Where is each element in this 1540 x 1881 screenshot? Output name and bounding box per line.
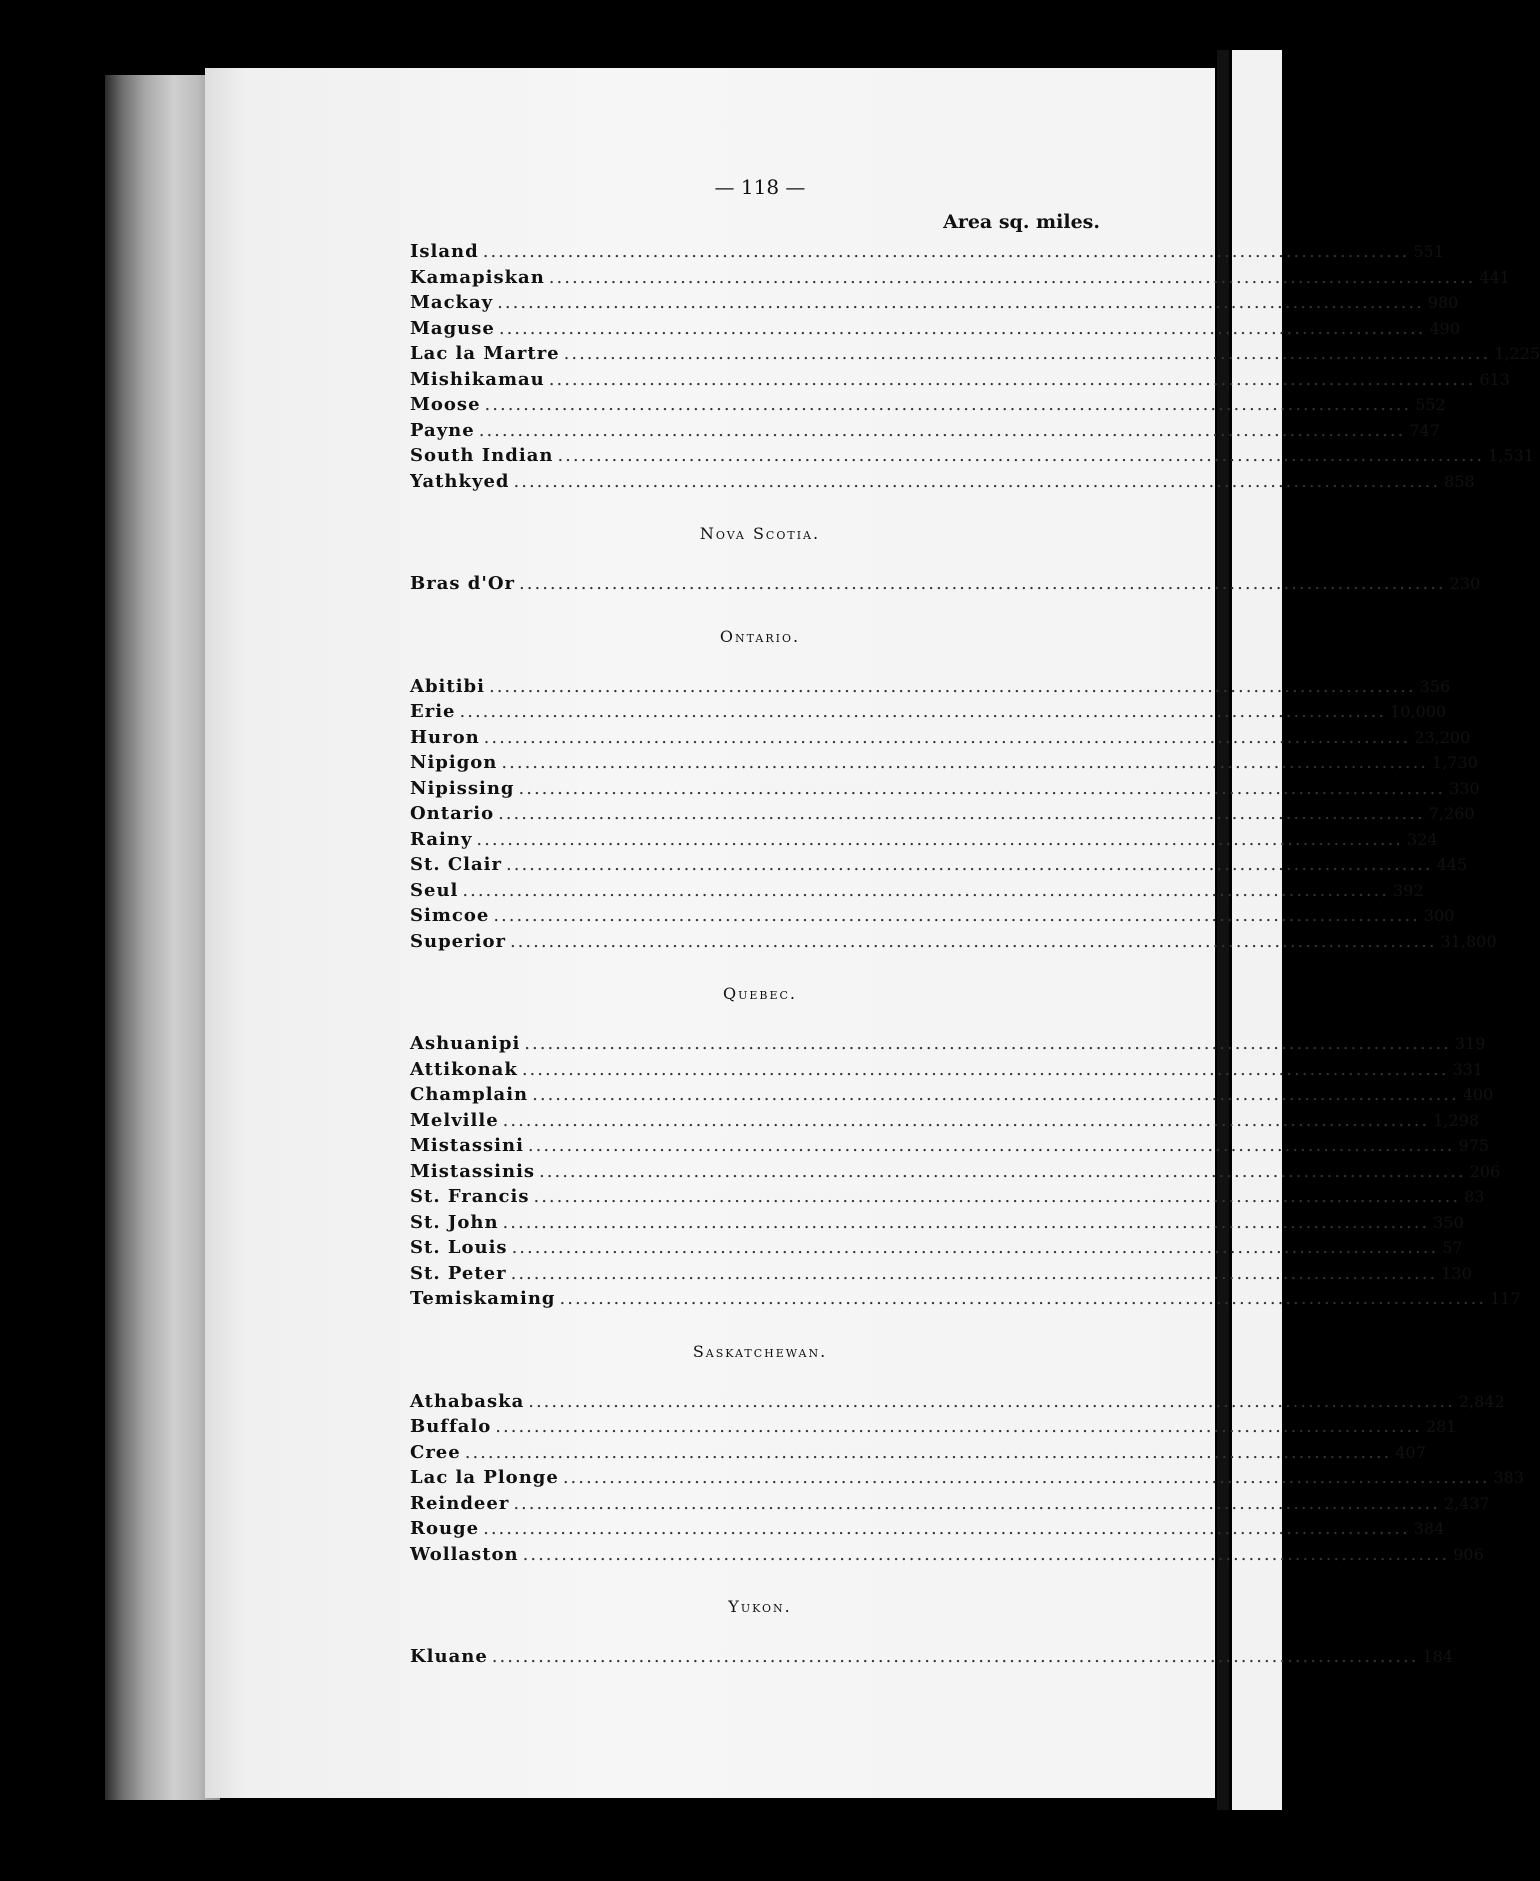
lake-name: Bras d'Or bbox=[410, 573, 516, 594]
lake-area: 31,800 bbox=[1440, 931, 1497, 951]
lake-area: 7,260 bbox=[1428, 804, 1475, 823]
lake-area: 130 bbox=[1441, 1263, 1472, 1283]
lake-name: St. John bbox=[410, 1211, 499, 1233]
lake-name: Athabaska bbox=[410, 1390, 525, 1412]
lake-area: 441 bbox=[1479, 267, 1510, 287]
dot-leader: ........................................................................................................................ bbox=[464, 1441, 1392, 1463]
lake-area: 281 bbox=[1425, 1417, 1457, 1436]
lake-name: Buffalo bbox=[410, 1416, 492, 1437]
table-row bbox=[410, 470, 1475, 497]
dot-leader: ........................................................................................................................ bbox=[459, 701, 1387, 722]
lake-area: 330 bbox=[1449, 778, 1480, 798]
table-row bbox=[410, 1390, 1505, 1417]
lake-area: 407 bbox=[1395, 1442, 1426, 1462]
lake-name: Kamapiskan bbox=[410, 266, 545, 288]
lake-name: Ashuanipi bbox=[410, 1033, 521, 1054]
lake-table bbox=[410, 241, 1540, 1672]
section bbox=[410, 984, 1521, 1314]
lake-name: Huron bbox=[410, 726, 480, 748]
table-row bbox=[410, 675, 1451, 702]
table-row bbox=[410, 368, 1510, 395]
lake-name: Lac la Martre bbox=[410, 343, 560, 364]
lake-name: Maguse bbox=[410, 317, 495, 339]
dot-leader: ........................................................................................................................ bbox=[548, 368, 1476, 390]
lake-area: 445 bbox=[1436, 855, 1468, 874]
lake-name: Mishikamau bbox=[410, 368, 545, 390]
dot-leader: ........................................................................................................................ bbox=[497, 292, 1424, 313]
lake-area: 552 bbox=[1415, 395, 1446, 414]
lake-area: 383 bbox=[1493, 1468, 1524, 1487]
dot-leader: ........................................................................................................................ bbox=[501, 752, 1429, 773]
table-row bbox=[410, 343, 1540, 369]
lake-area: 324 bbox=[1407, 829, 1438, 849]
section-heading: Nova Scotia. bbox=[699, 524, 821, 543]
lake-area: 331 bbox=[1452, 1059, 1483, 1079]
lake-name: St. Peter bbox=[410, 1262, 507, 1284]
table-row bbox=[410, 292, 1459, 318]
table-row bbox=[410, 752, 1478, 778]
table-row bbox=[410, 1033, 1486, 1059]
dot-leader: ........................................................................................................................ bbox=[462, 879, 1389, 901]
table-row bbox=[410, 1288, 1521, 1314]
dot-leader: ........................................................................................................................ bbox=[502, 1211, 1430, 1233]
table-row bbox=[410, 828, 1438, 855]
dot-leader: ........................................................................................................................ bbox=[511, 1237, 1439, 1258]
lake-area: 613 bbox=[1479, 369, 1510, 389]
lake-name: Lac la Plonge bbox=[410, 1467, 559, 1488]
lake-name: South Indian bbox=[410, 445, 554, 466]
lake-name: Superior bbox=[410, 930, 506, 952]
lake-area: 747 bbox=[1409, 420, 1440, 440]
page-number: — 118 — bbox=[714, 175, 806, 199]
column-heading-area: Area sq. miles. bbox=[943, 211, 1100, 233]
dot-leader: ........................................................................................................................ bbox=[524, 1033, 1451, 1054]
dot-leader: ........................................................................................................................ bbox=[495, 1416, 1422, 1437]
lake-area: 356 bbox=[1419, 676, 1451, 696]
dot-leader: ........................................................................................................................ bbox=[488, 675, 1416, 697]
table-row bbox=[410, 1058, 1483, 1085]
lake-name: St. Louis bbox=[410, 1237, 508, 1258]
table-row bbox=[410, 1186, 1485, 1212]
dot-leader: ........................................................................................................................ bbox=[509, 930, 1437, 952]
dot-leader: ........................................................................................................................ bbox=[548, 266, 1476, 288]
table-row bbox=[410, 1262, 1472, 1289]
lake-name: Nipissing bbox=[410, 777, 515, 799]
lake-name: Erie bbox=[410, 701, 456, 722]
lake-name: Ontario bbox=[410, 803, 495, 824]
dot-leader: ........................................................................................................................ bbox=[491, 1646, 1419, 1667]
section bbox=[410, 524, 1481, 599]
lake-name: St. Clair bbox=[410, 854, 502, 875]
dot-leader: ........................................................................................................................ bbox=[533, 1186, 1461, 1207]
page-content bbox=[410, 175, 1540, 1672]
table-row bbox=[410, 854, 1468, 880]
lake-name: Melville bbox=[410, 1109, 499, 1131]
lake-area: 10,000 bbox=[1390, 702, 1447, 721]
dot-leader: ........................................................................................................................ bbox=[483, 1518, 1410, 1539]
lake-name: Mistassini bbox=[410, 1135, 524, 1156]
table-row bbox=[410, 1084, 1494, 1110]
table-row bbox=[410, 1160, 1501, 1187]
table-row bbox=[410, 394, 1446, 420]
dot-leader: ........................................................................................................................ bbox=[528, 1390, 1455, 1412]
lake-area: 117 bbox=[1490, 1289, 1521, 1308]
section-heading: Ontario. bbox=[719, 626, 801, 646]
book-spine bbox=[105, 75, 220, 1800]
dot-leader: ........................................................................................................................ bbox=[521, 1058, 1449, 1080]
lake-area: 906 bbox=[1453, 1544, 1484, 1564]
dot-leader: ........................................................................................................................ bbox=[506, 854, 1433, 875]
table-row bbox=[410, 445, 1534, 471]
lake-name: Yathkyed bbox=[410, 470, 510, 492]
table-row bbox=[410, 1441, 1426, 1468]
lake-name: Mackay bbox=[410, 292, 494, 313]
dot-leader: ........................................................................................................................ bbox=[518, 777, 1446, 799]
lake-area: 2,842 bbox=[1458, 1391, 1505, 1411]
lake-area: 392 bbox=[1393, 880, 1424, 900]
table-row bbox=[410, 1646, 1453, 1672]
lake-name: Simcoe bbox=[410, 905, 490, 926]
dot-leader: ........................................................................................................................ bbox=[513, 470, 1441, 492]
lake-area: 1,531 bbox=[1488, 446, 1534, 465]
dot-leader: ........................................................................................................................ bbox=[484, 394, 1412, 415]
lake-name: Reindeer bbox=[410, 1492, 510, 1514]
lake-area: 980 bbox=[1427, 293, 1459, 312]
lake-name: Abitibi bbox=[410, 675, 485, 697]
dot-leader: ........................................................................................................................ bbox=[478, 419, 1406, 441]
lake-area: 2,437 bbox=[1443, 1493, 1490, 1513]
dot-leader: ........................................................................................................................ bbox=[513, 1492, 1440, 1514]
lake-area: 490 bbox=[1429, 318, 1461, 338]
table-row bbox=[410, 803, 1475, 829]
lake-name: Cree bbox=[410, 1441, 461, 1463]
dot-leader: ........................................................................................................................ bbox=[510, 1262, 1438, 1284]
table-row bbox=[410, 419, 1440, 446]
dot-leader: ........................................................................................................................ bbox=[527, 1135, 1455, 1156]
table-row bbox=[410, 1211, 1464, 1238]
dot-leader: ........................................................................................................................ bbox=[519, 573, 1446, 594]
lake-area: 551 bbox=[1413, 242, 1444, 261]
lake-area: 57 bbox=[1442, 1238, 1463, 1257]
lake-area: 184 bbox=[1422, 1647, 1453, 1666]
lake-area: 1,298 bbox=[1433, 1110, 1480, 1130]
dot-leader: ........................................................................................................................ bbox=[522, 1543, 1450, 1565]
table-row bbox=[410, 1543, 1484, 1570]
table-row bbox=[410, 1416, 1457, 1442]
lake-name: Payne bbox=[410, 419, 475, 441]
dot-leader: ........................................................................................................................ bbox=[483, 726, 1411, 748]
dot-leader: ........................................................................................................................ bbox=[482, 241, 1410, 262]
dot-leader: ........................................................................................................................ bbox=[562, 1467, 1490, 1488]
dot-leader: ........................................................................................................................ bbox=[476, 828, 1404, 850]
table-row bbox=[410, 1135, 1490, 1161]
lake-name: Temiskaming bbox=[410, 1288, 556, 1309]
lake-name: Attikonak bbox=[410, 1058, 518, 1080]
lake-name: Moose bbox=[410, 394, 481, 415]
lake-area: 384 bbox=[1413, 1519, 1445, 1538]
lake-area: 300 bbox=[1423, 906, 1455, 925]
section-heading: Quebec. bbox=[722, 984, 798, 1003]
dot-leader: ........................................................................................................................ bbox=[498, 317, 1426, 339]
table-row bbox=[410, 266, 1510, 293]
section bbox=[410, 1341, 1524, 1570]
table-row bbox=[410, 1109, 1480, 1136]
dot-leader: ........................................................................................................................ bbox=[502, 1109, 1430, 1131]
lake-name: Rouge bbox=[410, 1518, 480, 1539]
dot-leader: ........................................................................................................................ bbox=[563, 343, 1491, 364]
lake-area: 350 bbox=[1433, 1212, 1464, 1232]
section-heading: Yukon. bbox=[728, 1597, 792, 1616]
dot-leader: ........................................................................................................................ bbox=[559, 1288, 1487, 1309]
lake-area: 83 bbox=[1464, 1187, 1485, 1206]
table-row bbox=[410, 726, 1471, 753]
lake-area: 1,225 bbox=[1494, 344, 1540, 363]
dot-leader: ........................................................................................................................ bbox=[532, 1084, 1459, 1105]
lake-area: 23,200 bbox=[1414, 727, 1471, 747]
lake-area: 206 bbox=[1469, 1161, 1501, 1181]
table-row bbox=[410, 701, 1447, 727]
section bbox=[410, 1597, 1453, 1672]
dot-leader: ........................................................................................................................ bbox=[557, 445, 1485, 466]
section bbox=[410, 626, 1497, 957]
table-row bbox=[410, 930, 1497, 957]
lake-area: 858 bbox=[1444, 471, 1475, 491]
lake-name: Nipigon bbox=[410, 752, 498, 773]
table-row bbox=[410, 1237, 1463, 1263]
lake-name: Island bbox=[410, 241, 479, 262]
lake-name: Champlain bbox=[410, 1084, 529, 1105]
lake-area: 1,730 bbox=[1432, 753, 1478, 772]
lake-area: 319 bbox=[1454, 1034, 1486, 1053]
lake-area: 400 bbox=[1462, 1085, 1494, 1104]
lake-name: Seul bbox=[410, 879, 459, 901]
lake-name: Kluane bbox=[410, 1646, 488, 1667]
table-row bbox=[410, 1518, 1445, 1544]
lake-name: Wollaston bbox=[410, 1543, 519, 1565]
table-row bbox=[410, 317, 1461, 344]
section bbox=[410, 241, 1540, 496]
table-row bbox=[410, 1467, 1524, 1493]
dot-leader: ........................................................................................................................ bbox=[498, 803, 1425, 824]
lake-name: Rainy bbox=[410, 828, 473, 850]
table-row bbox=[410, 573, 1481, 599]
table-row bbox=[410, 905, 1455, 931]
lake-area: 975 bbox=[1458, 1136, 1490, 1155]
table-row bbox=[410, 777, 1480, 804]
lake-name: St. Francis bbox=[410, 1186, 530, 1207]
table-row bbox=[410, 241, 1444, 267]
dot-leader: ........................................................................................................................ bbox=[539, 1160, 1466, 1182]
dot-leader: ........................................................................................................................ bbox=[493, 905, 1420, 926]
section-heading: Saskatchewan. bbox=[692, 1341, 828, 1361]
table-row bbox=[410, 879, 1424, 906]
lake-name: Mistassinis bbox=[410, 1160, 536, 1182]
lake-area: 230 bbox=[1449, 574, 1481, 593]
table-row bbox=[410, 1492, 1490, 1519]
